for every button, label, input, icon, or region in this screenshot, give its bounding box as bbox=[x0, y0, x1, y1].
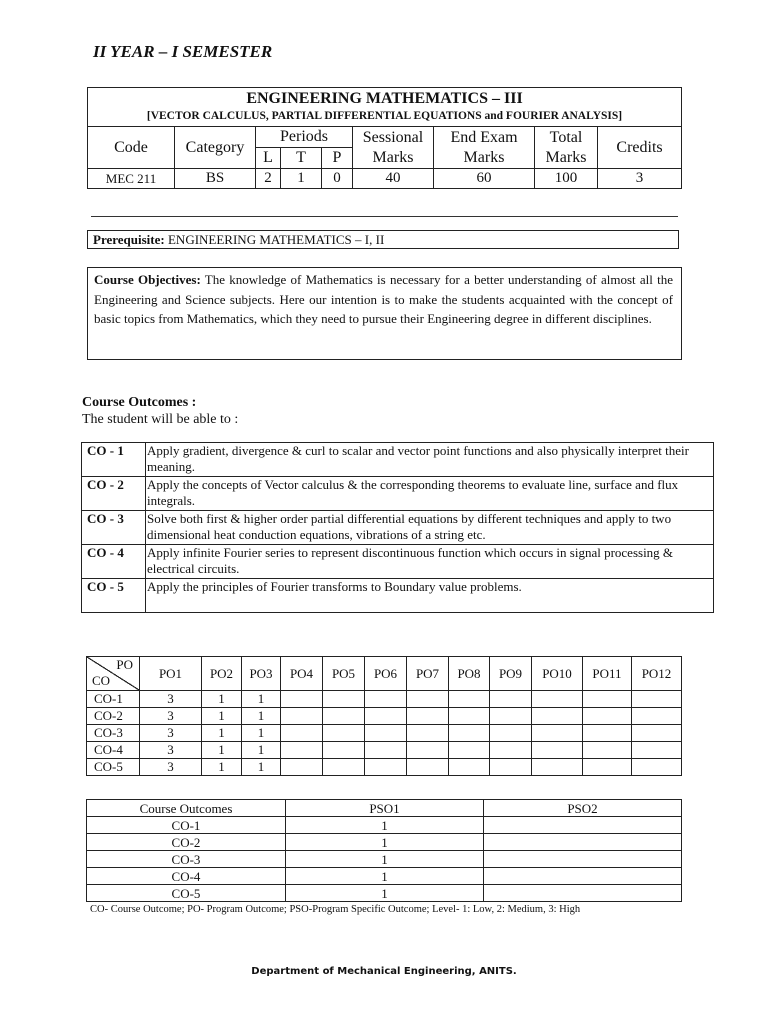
po-cell bbox=[365, 742, 407, 759]
sessional-marks-header bbox=[353, 127, 434, 169]
po-column-header: PO8 bbox=[449, 657, 490, 691]
total-marks-header bbox=[535, 127, 598, 169]
po-cell: 3 bbox=[140, 708, 202, 725]
po-cell bbox=[449, 708, 490, 725]
pso-cell: 1 bbox=[286, 885, 484, 902]
po-cell bbox=[281, 725, 323, 742]
table-row bbox=[87, 691, 682, 708]
po-cell bbox=[532, 759, 583, 776]
table-row bbox=[87, 851, 682, 868]
po-row-label: CO-2 bbox=[87, 708, 140, 725]
table-row bbox=[82, 511, 714, 545]
po-cell: 1 bbox=[202, 742, 242, 759]
po-cell bbox=[449, 759, 490, 776]
pso-column-header: PSO1 bbox=[286, 800, 484, 817]
pso-row-label: CO-2 bbox=[87, 834, 286, 851]
course-outcomes-table bbox=[81, 442, 714, 613]
po-cell bbox=[532, 691, 583, 708]
po-column-header: PO5 bbox=[323, 657, 365, 691]
po-cell bbox=[323, 725, 365, 742]
po-cell bbox=[323, 742, 365, 759]
outcome-text: Apply infinite Fourier series to represent discontinuous function which occurs in signal processing & electrical circuits. bbox=[146, 545, 714, 579]
pso-cell: 1 bbox=[286, 851, 484, 868]
total-marks-label: Marks bbox=[545, 148, 587, 166]
po-cell bbox=[281, 708, 323, 725]
tutorial-periods: 1 bbox=[281, 169, 322, 189]
po-cell bbox=[449, 742, 490, 759]
sessional-label: Sessional bbox=[362, 128, 424, 146]
table-row bbox=[87, 834, 682, 851]
po-cell bbox=[583, 759, 632, 776]
course-subtitle: [VECTOR CALCULUS, PARTIAL DIFFERENTIAL EQUATIONS and FOURIER ANALYSIS] bbox=[146, 110, 623, 122]
table-row bbox=[87, 885, 682, 902]
course-code: MEC 211 bbox=[88, 169, 175, 189]
co-po-mapping-table bbox=[86, 656, 682, 776]
po-cell bbox=[449, 725, 490, 742]
pso-row-label: CO-1 bbox=[87, 817, 286, 834]
semester-heading: II YEAR – I SEMESTER bbox=[93, 42, 273, 61]
po-column-header: PO2 bbox=[202, 657, 242, 691]
po-cell: 1 bbox=[202, 691, 242, 708]
outcome-id: CO - 1 bbox=[82, 443, 146, 477]
po-cell bbox=[449, 691, 490, 708]
po-cell bbox=[490, 742, 532, 759]
course-category: BS bbox=[175, 169, 256, 189]
co-pso-mapping-table bbox=[86, 799, 682, 902]
sessional-marks: 40 bbox=[353, 169, 434, 189]
po-cell: 1 bbox=[242, 759, 281, 776]
po-cell: 1 bbox=[202, 725, 242, 742]
objectives-label: Course Objectives: bbox=[94, 272, 201, 287]
table-row bbox=[82, 579, 714, 613]
total-label: Total bbox=[549, 128, 583, 146]
corner-co-label: CO bbox=[92, 673, 111, 688]
po-column-header: PO7 bbox=[407, 657, 449, 691]
po-cell bbox=[632, 742, 682, 759]
outcome-id: CO - 4 bbox=[82, 545, 146, 579]
end-exam-marks-label: Marks bbox=[463, 148, 505, 166]
practical-periods: 0 bbox=[322, 169, 353, 189]
po-cell bbox=[490, 691, 532, 708]
po-row-label: CO-4 bbox=[87, 742, 140, 759]
category-header: Category bbox=[175, 127, 256, 169]
diagonal-header bbox=[87, 657, 139, 690]
pso-row-label: CO-5 bbox=[87, 885, 286, 902]
department-footer: Department of Mechanical Engineering, ANITS. bbox=[251, 966, 517, 977]
po-column-header: PO12 bbox=[632, 657, 682, 691]
po-cell bbox=[323, 759, 365, 776]
po-row-label: CO-5 bbox=[87, 759, 140, 776]
po-cell bbox=[365, 725, 407, 742]
po-cell bbox=[632, 691, 682, 708]
pso-cell: 1 bbox=[286, 868, 484, 885]
po-cell bbox=[281, 742, 323, 759]
po-cell: 3 bbox=[140, 742, 202, 759]
po-cell bbox=[632, 725, 682, 742]
divider-line bbox=[91, 216, 678, 217]
po-cell bbox=[632, 759, 682, 776]
table-row bbox=[87, 725, 682, 742]
outcome-text: Apply the principles of Fourier transforms to Boundary value problems. bbox=[146, 579, 714, 613]
outcome-text: Apply the concepts of Vector calculus & the corresponding theorems to evaluate line, surface and flux integrals. bbox=[146, 477, 714, 511]
po-column-header: PO11 bbox=[583, 657, 632, 691]
abbreviation-legend: CO- Course Outcome; PO- Program Outcome; PSO-Program Specific Outcome; Level- 1: Low, 2: Medium, 3: High bbox=[90, 904, 581, 915]
course-outcomes-intro: The student will be able to : bbox=[82, 412, 239, 427]
po-cell: 3 bbox=[140, 691, 202, 708]
table-row bbox=[87, 657, 682, 691]
prerequisite-text: ENGINEERING MATHEMATICS – I, II bbox=[167, 232, 385, 247]
po-column-header: PO4 bbox=[281, 657, 323, 691]
objectives-text: The knowledge of Mathematics is necessary for a better understanding of almost all the Engineering and Science subjects. Here our intention is to make the students acquainted with the concept of basic topics from Mathematics, which they need to pursue their Engineering degree in different disciplines. bbox=[94, 272, 673, 326]
po-cell bbox=[532, 742, 583, 759]
pso-row-label: CO-4 bbox=[87, 868, 286, 885]
po-cell bbox=[583, 708, 632, 725]
table-row bbox=[82, 545, 714, 579]
course-title: ENGINEERING MATHEMATICS – III bbox=[246, 90, 523, 107]
pso-column-header: PSO2 bbox=[484, 800, 682, 817]
po-cell bbox=[490, 759, 532, 776]
po-column-header: PO9 bbox=[490, 657, 532, 691]
course-objectives-box bbox=[87, 267, 682, 360]
po-cell bbox=[632, 708, 682, 725]
credits-header: Credits bbox=[598, 127, 682, 169]
outcome-text: Solve both first & higher order partial differential equations by different techniques and apply to two dimensional heat conduction equations, vibrations of a string etc. bbox=[146, 511, 714, 545]
table-row bbox=[87, 817, 682, 834]
pso-cell bbox=[484, 868, 682, 885]
po-cell: 1 bbox=[202, 708, 242, 725]
table-row bbox=[87, 708, 682, 725]
po-cell bbox=[365, 759, 407, 776]
po-cell: 1 bbox=[242, 725, 281, 742]
pso-cell bbox=[484, 885, 682, 902]
po-cell bbox=[583, 691, 632, 708]
practical-header: P bbox=[322, 148, 353, 169]
pso-cell bbox=[484, 851, 682, 868]
po-cell: 1 bbox=[242, 708, 281, 725]
table-row bbox=[82, 443, 714, 477]
outcome-id: CO - 5 bbox=[82, 579, 146, 613]
pso-cell bbox=[484, 834, 682, 851]
code-header: Code bbox=[88, 127, 175, 169]
course-outcomes-heading: Course Outcomes : bbox=[82, 395, 197, 410]
po-cell bbox=[490, 708, 532, 725]
po-column-header: PO6 bbox=[365, 657, 407, 691]
po-cell bbox=[323, 708, 365, 725]
end-exam-label: End Exam bbox=[450, 128, 518, 146]
po-column-header: PO3 bbox=[242, 657, 281, 691]
po-cell: 1 bbox=[242, 691, 281, 708]
course-title-cell bbox=[88, 88, 682, 127]
po-cell bbox=[323, 691, 365, 708]
end-exam-marks-header bbox=[434, 127, 535, 169]
po-cell bbox=[532, 725, 583, 742]
po-cell bbox=[281, 759, 323, 776]
lecture-periods: 2 bbox=[256, 169, 281, 189]
table-row bbox=[87, 742, 682, 759]
course-info-table bbox=[87, 87, 682, 189]
table-row bbox=[82, 477, 714, 511]
po-cell bbox=[583, 725, 632, 742]
pso-row-label: CO-3 bbox=[87, 851, 286, 868]
table-row bbox=[87, 759, 682, 776]
pso-column-header: Course Outcomes bbox=[87, 800, 286, 817]
po-cell bbox=[407, 742, 449, 759]
po-cell bbox=[407, 759, 449, 776]
pso-cell bbox=[484, 817, 682, 834]
lecture-header: L bbox=[256, 148, 281, 169]
po-row-label: CO-1 bbox=[87, 691, 140, 708]
total-marks: 100 bbox=[535, 169, 598, 189]
po-cell bbox=[365, 708, 407, 725]
prerequisite-box bbox=[87, 230, 679, 249]
pso-cell: 1 bbox=[286, 817, 484, 834]
po-cell: 1 bbox=[242, 742, 281, 759]
corner-po-label: PO bbox=[116, 657, 133, 672]
po-row-label: CO-3 bbox=[87, 725, 140, 742]
end-exam-marks: 60 bbox=[434, 169, 535, 189]
po-co-corner-cell bbox=[87, 657, 140, 691]
outcome-id: CO - 3 bbox=[82, 511, 146, 545]
outcome-text: Apply gradient, divergence & curl to scalar and vector point functions and also physically interpret their meaning. bbox=[146, 443, 714, 477]
prerequisite-label: Prerequisite: bbox=[93, 232, 165, 247]
outcome-id: CO - 2 bbox=[82, 477, 146, 511]
po-cell bbox=[365, 691, 407, 708]
po-cell bbox=[407, 691, 449, 708]
po-cell bbox=[407, 708, 449, 725]
po-cell: 3 bbox=[140, 759, 202, 776]
table-row bbox=[87, 800, 682, 817]
periods-header: Periods bbox=[256, 127, 353, 148]
po-cell bbox=[532, 708, 583, 725]
pso-cell: 1 bbox=[286, 834, 484, 851]
po-column-header: PO1 bbox=[140, 657, 202, 691]
po-cell: 1 bbox=[202, 759, 242, 776]
po-cell bbox=[583, 742, 632, 759]
po-cell bbox=[407, 725, 449, 742]
po-cell bbox=[281, 691, 323, 708]
po-cell: 3 bbox=[140, 725, 202, 742]
table-row bbox=[87, 868, 682, 885]
credits: 3 bbox=[598, 169, 682, 189]
sessional-marks-label: Marks bbox=[372, 148, 414, 166]
po-cell bbox=[490, 725, 532, 742]
po-column-header: PO10 bbox=[532, 657, 583, 691]
tutorial-header: T bbox=[281, 148, 322, 169]
